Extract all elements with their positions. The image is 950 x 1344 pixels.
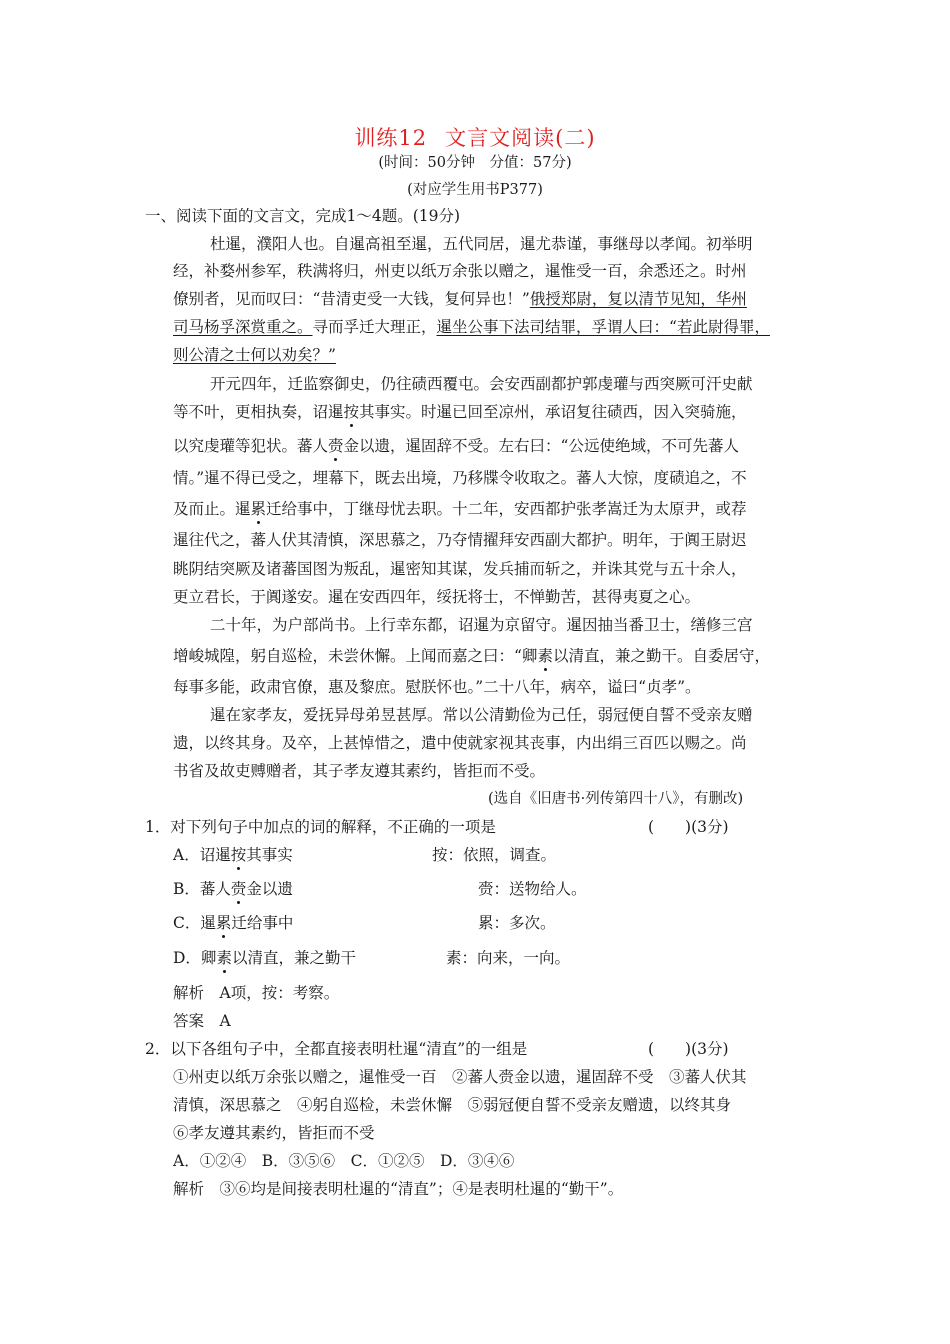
title-number: 训练12 bbox=[354, 126, 428, 150]
underlined-sentence: 俄授郑尉，复以清节见知，华州 bbox=[529, 290, 747, 308]
option-c: C．暹累迁给事中 bbox=[173, 914, 294, 932]
passage-line: 暹往代之，蕃人伏其清慎，深思慕之，乃夺情擢拜安西副大都护。明年，于阗王尉迟 bbox=[173, 531, 747, 549]
question-2-items: 清慎，深思慕之 ④躬自巡检，未尝休懈 ⑤弱冠便自誓不受亲友赠遗，以终其身 bbox=[173, 1096, 732, 1114]
passage-line: 开元四年，迁监察御史，仍往碛西覆屯。会安西副都护郭虔瓘与西突厥可汗史献 bbox=[210, 375, 753, 393]
option-b: B．蕃人赍金以遗 bbox=[173, 880, 293, 898]
page-title bbox=[0, 122, 950, 152]
dotted-word: 按 bbox=[343, 403, 360, 421]
underlined-sentence: 则公清之士何以劝矣？” bbox=[173, 346, 336, 364]
passage-line: 增峻城隍，躬自巡检，未尝休懈。上闻而嘉之曰：“卿素以清直，兼之勤干。自委居守， bbox=[173, 647, 770, 665]
exam-meta: (时间：50分钟 分值：57分) bbox=[378, 155, 572, 171]
dotted-word: 按 bbox=[230, 846, 247, 864]
passage-line: 及而止。暹累迁给事中，丁继母忧去职。十二年，安西都护张孝嵩迁为太原尹，或荐 bbox=[173, 500, 747, 518]
dotted-word: 素 bbox=[216, 949, 232, 967]
question-2-analysis: 解析 ③⑥均是间接表明杜暹的“清直”；④是表明杜暹的“勤干”。 bbox=[173, 1180, 624, 1198]
section-heading: 一、阅读下面的文言文，完成1～4题。(19分) bbox=[145, 207, 461, 225]
passage-line bbox=[173, 345, 336, 365]
passage-line: 等不叶，更相执奏，诏暹按其事实。时暹已回至凉州，承诏复往碛西，因入突骑施， bbox=[173, 403, 747, 421]
question-2-score: ( )(3分) bbox=[648, 1040, 729, 1058]
underlined-sentence: 司马杨孚深赏重之。 bbox=[173, 318, 313, 336]
option-d: D．卿素以清直，兼之勤干 bbox=[173, 949, 356, 967]
question-2-items: ⑥孝友遵其素约，皆拒而不受 bbox=[173, 1124, 375, 1142]
option-a-explanation: 按：依照，调查。 bbox=[432, 846, 557, 864]
option-c-explanation: 累：多次。 bbox=[478, 914, 556, 932]
question-1-analysis: 解析 A项，按：考察。 bbox=[173, 984, 340, 1002]
question-1-answer: 答案 A bbox=[173, 1012, 231, 1030]
passage-line: 司马杨孚深赏重之。寻而孚迁大理正，暹坐公事下法司结罪，孚谓人曰：“若此尉得罪， bbox=[173, 318, 770, 336]
dotted-word: 累 bbox=[250, 500, 267, 518]
option-b-explanation: 赍：送物给人。 bbox=[478, 880, 587, 898]
question-1-score: ( )(3分) bbox=[648, 818, 729, 836]
underlined-sentence: 暹坐公事下法司结罪，孚谓人曰：“若此尉得罪， bbox=[436, 318, 770, 336]
question-1-stem: 1．对下列句子中加点的词的解释，不正确的一项是 bbox=[145, 818, 496, 836]
book-reference: (对应学生用书P377) bbox=[407, 182, 543, 198]
passage-line: 以究虔瓘等犯状。蕃人赍金以遗，暹固辞不受。左右曰：“公远使绝域，不可先蕃人 bbox=[173, 437, 739, 455]
question-2-stem: 2．以下各组句子中，全都直接表明杜暹“清直”的一组是 bbox=[145, 1040, 528, 1058]
passage-line: 杜暹，濮阳人也。自暹高祖至暹，五代同居，暹尤恭谨，事继母以孝闻。初举明 bbox=[210, 235, 753, 253]
passage-line: 眺阴结突厥及诸蕃国图为叛乱，暹密知其谋，发兵捕而斩之，并诛其党与五十余人， bbox=[173, 560, 747, 578]
question-2-options: A．①②④ B．③⑤⑥ C．①②⑤ D．③④⑥ bbox=[173, 1152, 515, 1170]
title-text: 文言文阅读(二) bbox=[445, 126, 596, 150]
dotted-word: 累 bbox=[215, 914, 232, 932]
passage-line: 更立君长，于阗遂安。暹在安西四年，绥抚将士，不惮勤苦，甚得夷夏之心。 bbox=[173, 588, 701, 606]
dotted-word: 赍 bbox=[230, 880, 247, 898]
passage-line: 僚别者，见而叹曰：“昔清吏受一大钱，复何异也！”俄授郑尉，复以清节见知，华州 bbox=[173, 290, 747, 308]
passage-line: 每事多能，政肃官僚，惠及黎庶。慰朕怀也。”二十八年，病卒，谥曰“贞孝”。 bbox=[173, 678, 701, 696]
dotted-word: 素 bbox=[537, 647, 553, 665]
option-d-explanation: 素：向来，一向。 bbox=[446, 949, 571, 967]
passage-line: 书省及故吏赙赠者，其子孝友遵其素约，皆拒而不受。 bbox=[173, 762, 546, 780]
dotted-word: 赍 bbox=[328, 437, 344, 455]
passage-line: 二十年，为户部尚书。上行幸东都，诏暹为京留守。暹因抽当番卫士，缮修三宫 bbox=[210, 616, 753, 634]
passage-line: 暹在家孝友，爱抚异母弟昱甚厚。常以公清勤俭为己任，弱冠便自誓不受亲友赠 bbox=[210, 706, 753, 724]
option-a: A．诏暹按其事实 bbox=[173, 846, 293, 864]
passage-source: (选自《旧唐书·列传第四十八》，有删改) bbox=[488, 791, 744, 807]
passage-line: 经，补婺州参军，秩满将归，州吏以纸万余张以赠之，暹惟受一百，余悉还之。时州 bbox=[173, 262, 747, 280]
passage-line: 遗，以终其身。及卒，上甚悼惜之，遣中使就家视其丧事，内出绢三百匹以赐之。尚 bbox=[173, 734, 747, 752]
question-2-items: ①州吏以纸万余张以赠之，暹惟受一百 ②蕃人赍金以遗，暹固辞不受 ③蕃人伏其 bbox=[173, 1068, 747, 1086]
passage-line: 情。”暹不得已受之，埋幕下，既去出境，乃移牒令收取之。蕃人大惊，度碛追之，不 bbox=[173, 469, 747, 487]
